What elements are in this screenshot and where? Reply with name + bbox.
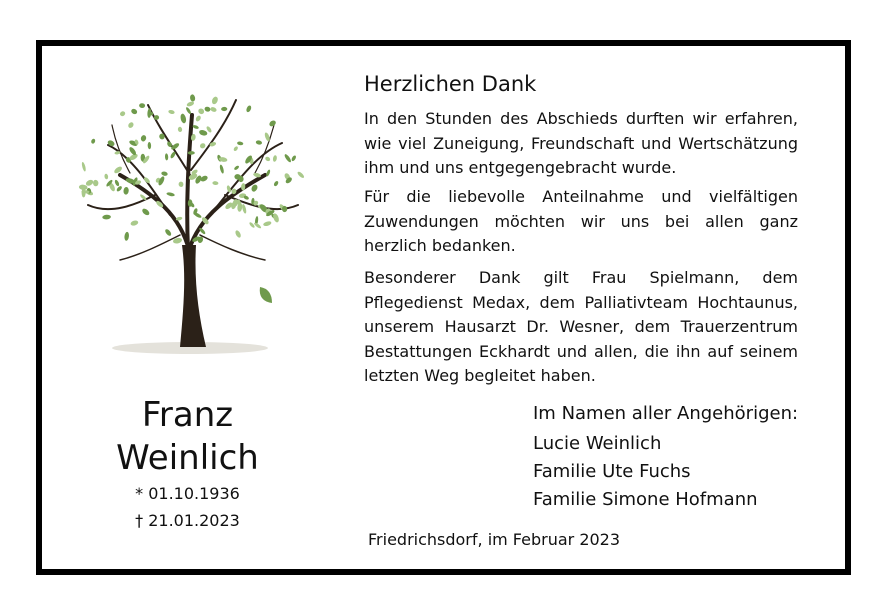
family-member-1: Lucie Weinlich [533, 433, 662, 454]
paragraph-3: Besonderer Dank gilt Frau Spielmann, dem Pflegedienst Medax, dem Palliativteam Hochtaunus, unserem Hausarzt Dr. Wesner, dem Trauerzentrum Bestattungen Eckhardt und allen, die ihn auf seinem letzten Weg begleitet haben. [364, 268, 798, 385]
family-member-2: Familie Ute Fuchs [533, 461, 691, 482]
tree-icon [60, 55, 320, 365]
place-date: Friedrichsdorf, im Februar 2023 [368, 530, 621, 549]
death-date: † 21.01.2023 [135, 511, 240, 530]
deceased-first-name: Franz [141, 395, 234, 435]
birth-date: * 01.10.1936 [135, 484, 240, 503]
paragraph-2: Für die liebevolle Anteilnahme und vielfältigen Zuwendungen möchten wir uns bei allen ganz herzlich bedanken. [364, 187, 798, 255]
notice-heading: Herzlichen Dank [364, 72, 537, 96]
family-member-3: Familie Simone Hofmann [533, 489, 758, 510]
paragraph-1: In den Stunden des Abschieds durften wir erfahren, wie viel Zuneigung, Freundschaft und Wertschätzung ihm und uns entgegengebracht wurde. [364, 109, 798, 177]
signed-intro: Im Namen aller Angehörigen: [533, 403, 799, 424]
deceased-last-name: Weinlich [116, 438, 259, 478]
